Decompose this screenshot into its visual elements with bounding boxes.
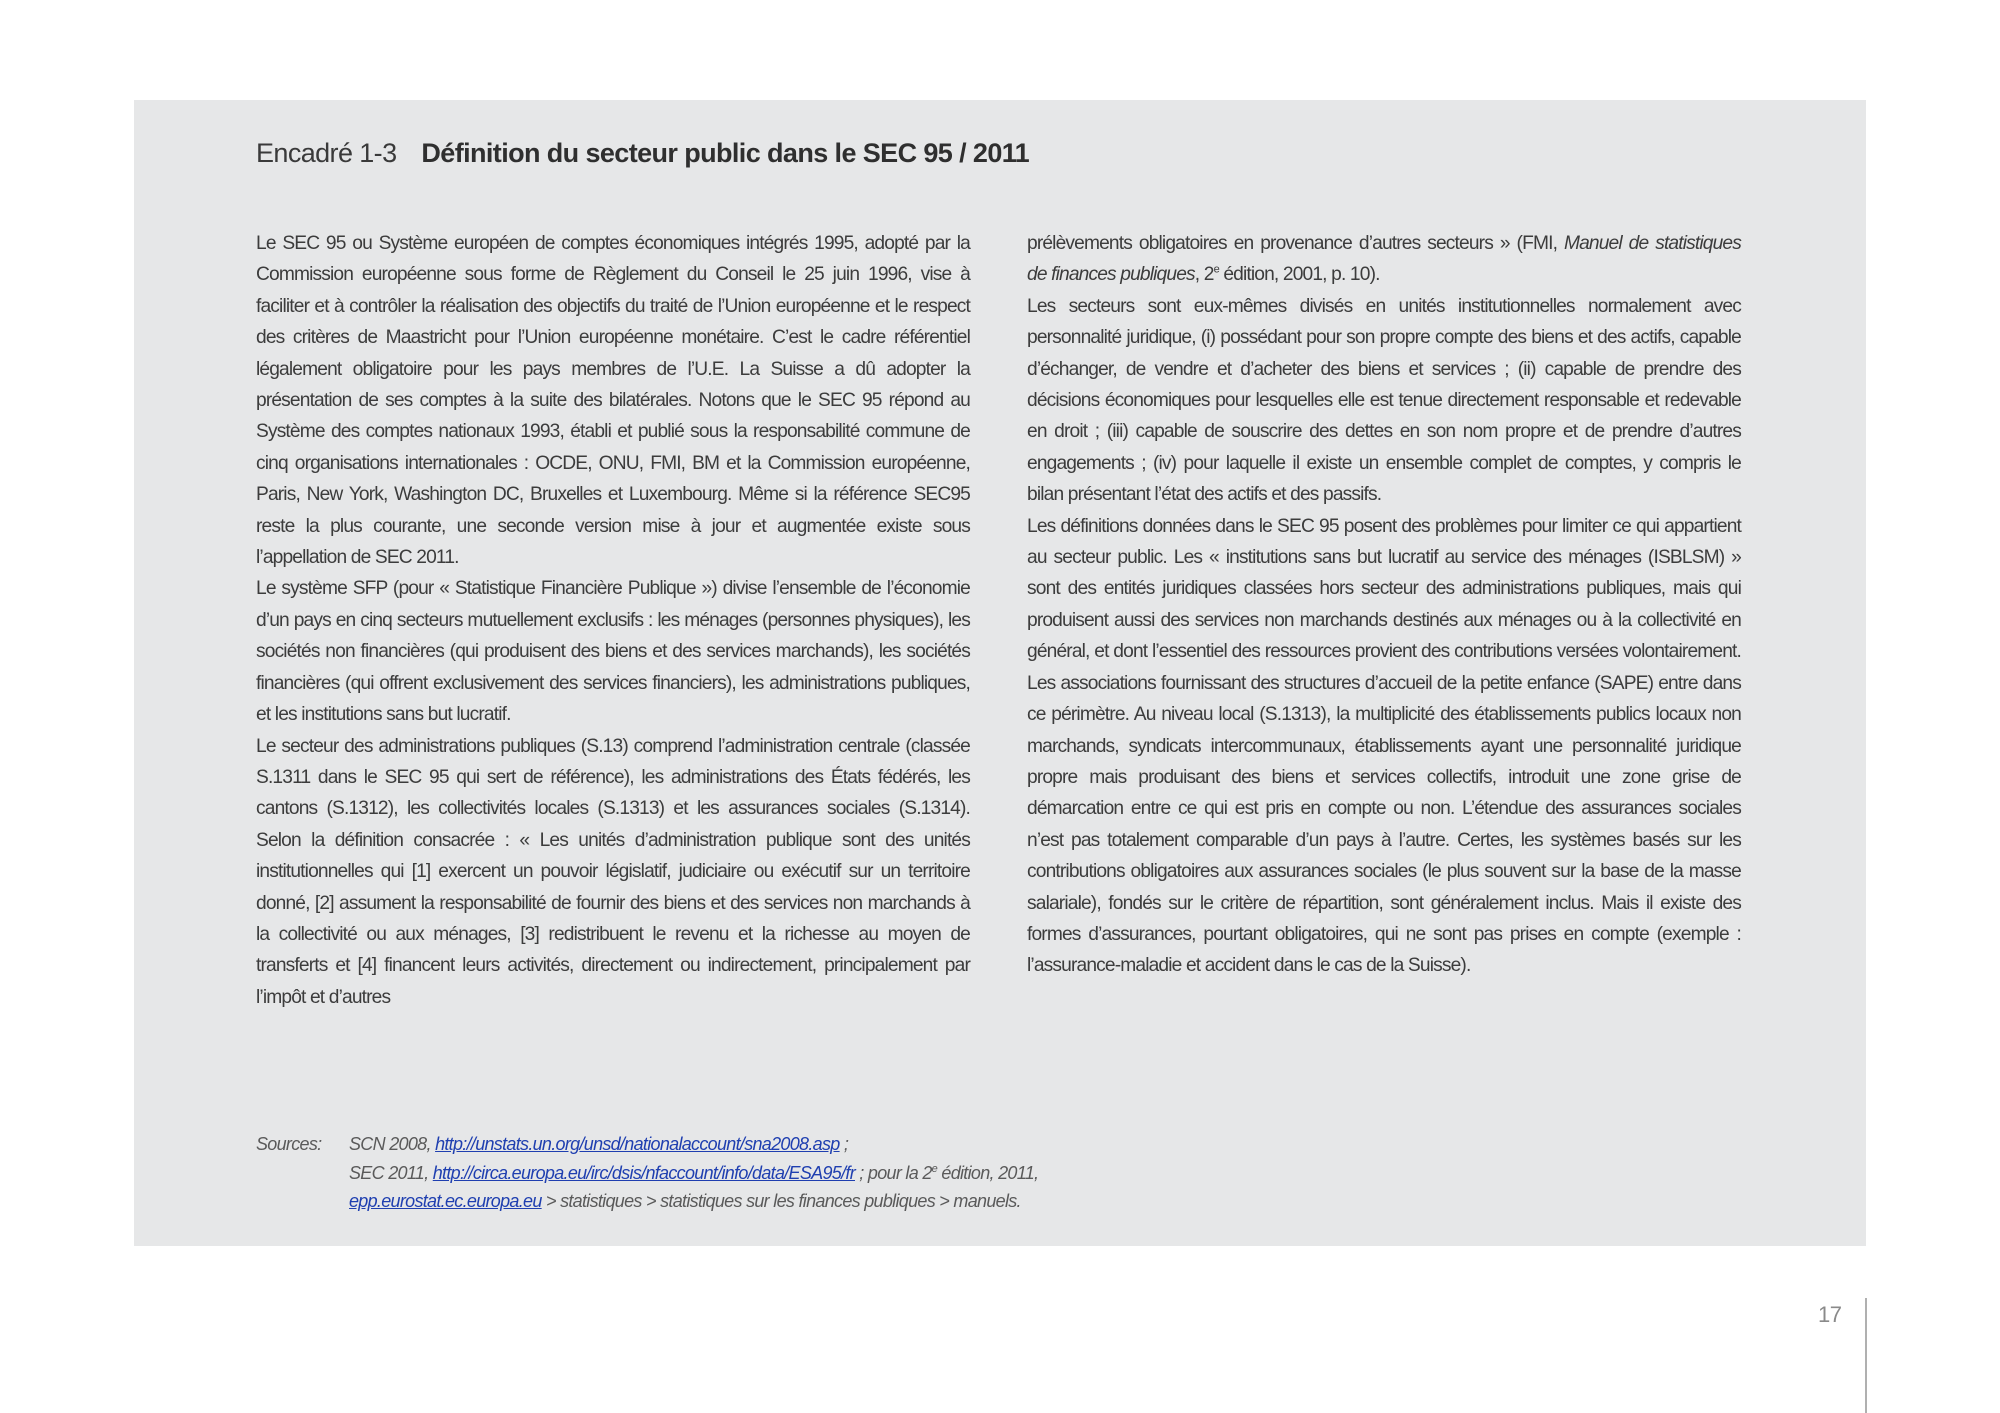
source-1-end: ; bbox=[839, 1134, 849, 1154]
left-column bbox=[256, 228, 970, 1013]
edition-post: édition, 2001, p. 10). bbox=[1218, 264, 1380, 286]
page-divider bbox=[1865, 1298, 1867, 1413]
paragraph-continuation bbox=[1027, 228, 1741, 291]
paragraph-administrations: Le secteur des administrations publiques (S.13) comprend l’administration centrale (classée S.1311 dans le SEC 95 qui sert de référence), les administrations des États fédérés, les cantons (S.1312), les collectivités locales (S.1313) et les assurances sociales (S.1314). Selon la définition consacrée : « Les unités d’administration publique sont des unités institutionnelles qui [1] exercent un pouvoir législatif, judiciaire ou exécutif sur un territoire donné, [2] assument la responsabilité de fournir des biens et des services non marchands à la collectivité ou aux ménages, [3] redistribuent le revenu et la richesse au moyen de transferts et [4] financent leurs activités, directement ou indirectement, principalement par l’impôt et d’autres bbox=[256, 735, 970, 1008]
source-line-1 bbox=[349, 1130, 1349, 1159]
paragraph-definitions: Les définitions données dans le SEC 95 posent des problèmes pour limiter ce qui appartient au secteur public. Les « institutions sans but lucratif au service des ménages (ISBLSM) » sont des entités juridiques classées hors secteur des administrations publiques, mais qui produisent aussi des services non marchands destinés aux ménages ou à la collectivité en général, et dont l’essentiel des ressources provient des contributions versées volontairement. Les associations fournissant des structures d’accueil de la petite enfance (SAPE) entre dans ce périmètre. Au niveau local (S.1313), la multiplicité des établissements publics locaux non marchands, syndicats intercommunaux, établissements ayant une personnalité juridique propre mais produisant des biens et services collectifs, introduit une zone grise de démarcation entre ce qui est pris en compte ou non. L’étendue des assurances sociales n’est pas totalement comparable d’un pays à l’autre. Certes, les systèmes basés sur les contributions obligatoires aux assurances sociales (le plus souvent sur la base de la masse salariale), fondés sur le critère de répartition, sont généralement inclus. Mais il existe des formes d’assurances, pourtant obligatoires, qui ne sont pas prises en compte (exemple : l’assurance-maladie et accident dans le cas de la Suisse). bbox=[1027, 515, 1741, 977]
edition-pre: , 2 bbox=[1194, 264, 1214, 286]
source-line-3 bbox=[349, 1187, 1349, 1216]
box-title bbox=[256, 138, 1029, 169]
paragraph-sfp: Le système SFP (pour « Statistique Financière Publique ») divise l’ensemble de l’économie d’un pays en cinq secteurs mutuellement exclusifs : les ménages (personnes physiques), les sociétés non financières (qui produisent des biens et des services marchands), les sociétés financières (qui offrent exclusivement des services financiers), les administrations publiques, et les institutions sans but lucratif. bbox=[256, 578, 970, 726]
sna2008-link[interactable]: http://unstats.un.org/unsd/nationalaccount/sna2008.asp bbox=[435, 1134, 840, 1154]
source-2-mid: ; pour la 2 bbox=[855, 1162, 932, 1183]
edition-sup: e bbox=[1213, 264, 1219, 277]
info-box bbox=[134, 100, 1866, 1246]
page-number: 17 bbox=[1818, 1302, 1842, 1327]
source-2-end: édition, 2011, bbox=[937, 1162, 1039, 1183]
paragraph-sec95: Le SEC 95 ou Système européen de comptes économiques intégrés 1995, adopté par la Commission européenne sous forme de Règlement du Conseil le 25 juin 1996, vise à faciliter et à contrôler la réalisation des objectifs du traité de l’Union européenne et le respect des critères de Maastricht pour l’Union européenne monétaire. C’est le cadre référentiel légalement obligatoire pour les pays membres de l’U.E. La Suisse a dû adopter la présentation de ses comptes à la suite des bilatérales. Notons que le SEC 95 répond au Système des comptes nationaux 1993, établi et publié sous la responsabilité commune de cinq organisations internationales : OCDE, ONU, FMI, BM et la Commission européenne, Paris, New York, Washington DC, Bruxelles et Luxembourg. Même si la référence SEC95 reste la plus courante, une seconde version mise à jour et augmentée existe sous l’appellation de SEC 2011. bbox=[256, 233, 970, 569]
source-3-end: > statistiques > statistiques sur les finances publiques > manuels. bbox=[541, 1191, 1021, 1211]
sources-lines bbox=[349, 1130, 1349, 1216]
right-column bbox=[1027, 228, 1741, 982]
continuation-text: prélèvements obligatoires en provenance d’autres secteurs » (FMI, bbox=[1027, 233, 1564, 254]
box-heading: Définition du secteur public dans le SEC 95 / 2011 bbox=[421, 138, 1030, 168]
source-line-2 bbox=[349, 1159, 1349, 1188]
source-1-text: SCN 2008, bbox=[349, 1134, 436, 1154]
esa95-link[interactable]: http://circa.europa.eu/irc/dsis/nfaccount/info/data/ESA95/fr bbox=[432, 1162, 855, 1183]
source-2-text: SEC 2011, bbox=[349, 1162, 433, 1183]
source-2-sup: e bbox=[931, 1162, 938, 1175]
manual-title: Manuel de statistiques de finances publiques bbox=[1027, 233, 1741, 286]
paragraph-units: Les secteurs sont eux-mêmes divisés en unités institutionnelles normalement avec personnalité juridique, (i) possédant pour son propre compte des biens et des actifs, capable d’échanger, de vendre et d’acheter des biens et services ; (ii) capable de prendre des décisions économiques pour lesquelles elle est tenue directement responsable et redevable en droit ; (iii) capable de souscrire des dettes en son nom propre et de prendre d’autres engagements ; (iv) pour laquelle il existe un ensemble complet de comptes, y compris le bilan présentant l’état des actifs et des passifs. bbox=[1027, 295, 1741, 506]
box-label: Encadré 1-3 bbox=[256, 138, 397, 168]
sources-label: Sources: bbox=[256, 1134, 322, 1154]
eurostat-link[interactable]: epp.eurostat.ec.europa.eu bbox=[349, 1191, 542, 1211]
